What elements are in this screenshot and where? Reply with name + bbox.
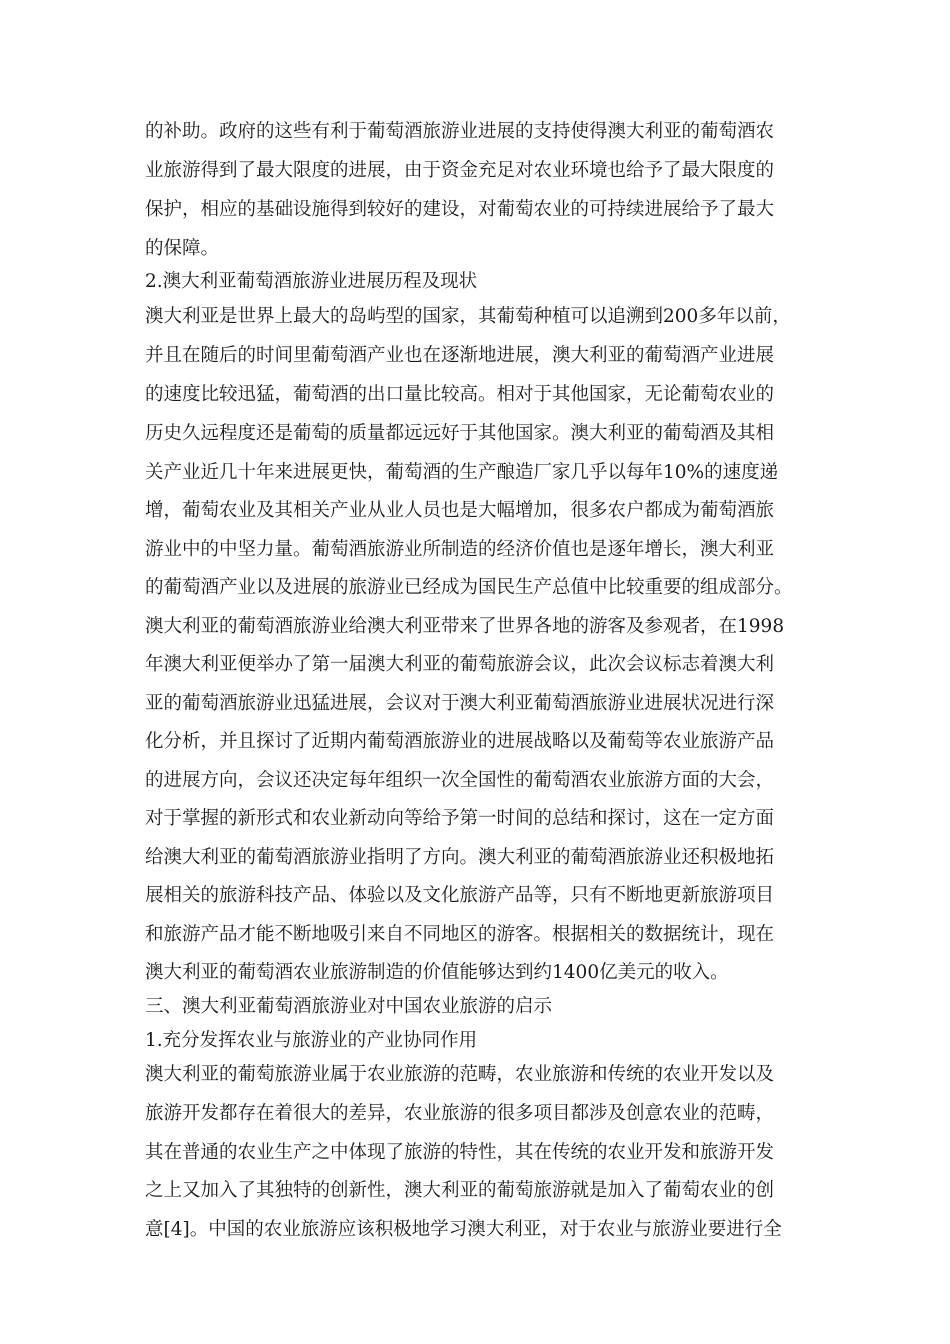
text-line: 旅游开发都存在着很大的差异，农业旅游的很多项目都涉及创意农业的范畴， [145,1103,775,1124]
subsection-heading: 1.充分发挥农业与旅游业的产业协同作用 [145,1030,478,1051]
text-line: 的补助。政府的这些有利于葡萄酒旅游业进展的支持使得澳大利亚的葡萄酒农 [145,121,775,142]
section-heading: 2.澳大利亚葡萄酒旅游业进展历程及现状 [145,271,478,292]
text-line: 保护，相应的基础设施得到较好的建设，对葡萄农业的可持续进展给予了最大 [145,199,775,220]
text-line: 亚的葡萄酒旅游业迅猛进展，会议对于澳大利亚葡萄酒旅游业进展状况进行深 [145,693,775,714]
text-line: 业旅游得到了最大限度的进展，由于资金充足对农业环境也给予了最大限度的 [145,160,775,181]
text-line: 的进展方向，会议还决定每年组织一次全国性的葡萄酒农业旅游方面的大会， [145,770,775,791]
text-line: 关产业近几十年来进展更快，葡萄酒的生产酿造厂家几乎以每年10%的速度递 [145,462,779,483]
text-line: 年澳大利亚便举办了第一届澳大利亚的葡萄旅游会议，此次会议标志着澳大利 [145,654,775,675]
text-line: 澳大利亚是世界上最大的岛屿型的国家，其葡萄种植可以追溯到200多年以前， [145,306,791,327]
section-heading: 三、澳大利亚葡萄酒旅游业对中国农业旅游的启示 [145,996,553,1017]
text-line: 之上又加入了其独特的创新性，澳大利亚的葡萄旅游就是加入了葡萄农业的创 [145,1180,775,1201]
text-line: 澳大利亚的葡萄酒农业旅游制造的价值能够达到约1400亿美元的收入。 [145,962,729,983]
text-line: 的速度比较迅猛，葡萄酒的出口量比较高。相对于其他国家，无论葡萄农业的 [145,384,775,405]
text-line: 和旅游产品才能不断地吸引来自不同地区的游客。根据相关的数据统计，现在 [145,924,775,945]
text-line: 增，葡萄农业及其相关产业从业人员也是大幅增加，很多农户都成为葡萄酒旅 [145,500,775,521]
text-line: 展相关的旅游科技产品、体验以及文化旅游产品等，只有不断地更新旅游项目 [145,885,775,906]
text-line: 澳大利亚的葡萄酒旅游业给澳大利亚带来了世界各地的游客及参观者，在1998 [145,616,785,637]
text-line: 对于掌握的新形式和农业新动向等给予第一时间的总结和探讨，这在一定方面 [145,808,775,829]
text-line: 的葡萄酒产业以及进展的旅游业已经成为国民生产总值中比较重要的组成部分。 [145,577,793,598]
text-line: 澳大利亚的葡萄旅游业属于农业旅游的范畴，农业旅游和传统的农业开发以及 [145,1064,775,1085]
text-line: 并且在随后的时间里葡萄酒产业也在逐渐地进展，澳大利亚的葡萄酒产业进展 [145,345,775,366]
text-line: 游业中的中坚力量。葡萄酒旅游业所制造的经济价值也是逐年增长，澳大利亚 [145,539,775,560]
text-line: 意[4]。中国的农业旅游应该积极地学习澳大利亚，对于农业与旅游业要进行全 [145,1219,782,1240]
text-line: 给澳大利亚的葡萄酒旅游业指明了方向。澳大利亚的葡萄酒旅游业还积极地拓 [145,847,775,868]
text-line: 历史久远程度还是葡萄的质量都远远好于其他国家。澳大利亚的葡萄酒及其相 [145,423,775,444]
text-line: 其在普通的农业生产之中体现了旅游的特性，其在传统的农业开发和旅游开发 [145,1142,775,1163]
text-line: 的保障。 [145,238,220,259]
text-line: 化分析，并且探讨了近期内葡萄酒旅游业的进展战略以及葡萄等农业旅游产品 [145,731,775,752]
